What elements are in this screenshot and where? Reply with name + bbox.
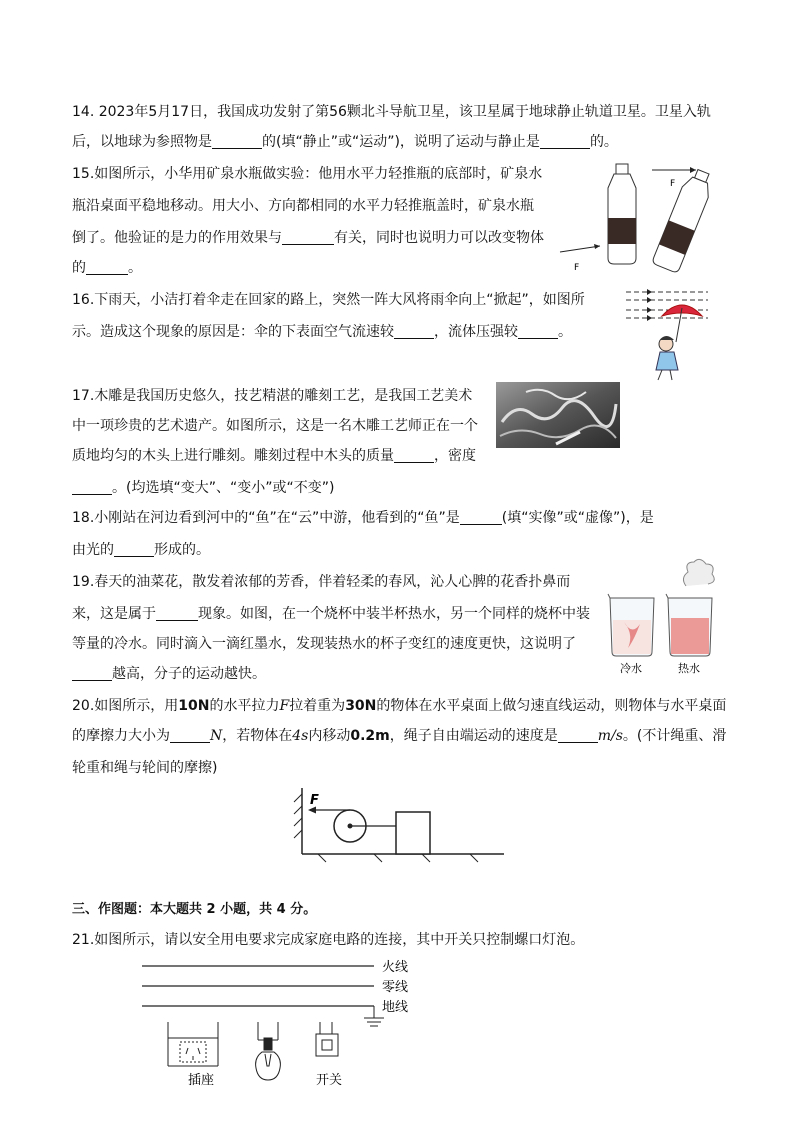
q18-blank-1[interactable] [460,510,502,525]
q19-line1: 19.春天的油菜花，散发着浓郁的芳香，伴着轻柔的春风，沁人心脾的花香扑鼻而 [72,574,571,590]
q20-blank-1[interactable] [170,728,210,743]
q19-line2: 来，这是属于 现象。如图，在一个烧杯中装半杯热水，另一个同样的烧杯中装 [72,606,590,622]
block [396,812,430,854]
q15-line1: 15.如图所示，小华用矿泉水瓶做实验：他用水平力轻推瓶的底部时，矿泉水 [72,166,543,182]
section3-title: 三、作图题：本大题共 2 小题，共 4 分。 [72,902,317,917]
q17-line3: 质地均匀的木头上进行雕刻。雕刻过程中木头的质量 ，密度 [72,448,476,464]
q20-blank-2[interactable] [558,728,598,743]
hot-water-label: 热水 [678,662,700,675]
tilted-bottle [652,167,717,274]
q17-blank-1[interactable] [394,448,434,463]
switch-icon [316,1022,338,1056]
q16-line1: 16.下雨天，小洁打着伞走在回家的路上，突然一阵大风将雨伞向上“掀起”，如图所 [72,292,585,308]
cold-water-label: 冷水 [620,662,642,675]
q17-line1: 17.木雕是我国历史悠久，技艺精湛的雕刻工艺，是我国工艺美术 [72,388,473,404]
q14-line2: 后，以地球为参照物是 的(填“静止”或“运动”)，说明了运动与静止是 的。 [72,134,618,150]
cold-beaker [608,594,654,656]
q16-blank-1[interactable] [394,324,434,339]
push-arrow-bottom [560,244,600,273]
pulley-figure [288,784,510,866]
q14-line1: 14. 2023年5月17日，我国成功发射了第56颗北斗导航卫星，该卫星属于地球静止轨道卫星。卫星入轨 [72,104,711,120]
svg-text:F: F [670,179,676,189]
force-F-label: F [310,793,319,808]
q18-line1: 18.小刚站在河边看到河中的“鱼”在“云”中游，他看到的“鱼”是 (填“实像”或“虚像”)，是 [72,510,654,526]
circuit-figure [138,954,428,1094]
q15-blank-1[interactable] [282,230,334,245]
live-wire-label: 火线 [382,960,409,975]
q18-line2: 由光的 形成的。 [72,542,210,558]
socket-label: 插座 [188,1073,215,1088]
q18-blank-2[interactable] [114,542,154,557]
q19-line3: 等量的冷水。同时滴入一滴红墨水，发现装热水的杯子变红的速度更快，这说明了 [72,636,576,652]
bottle-figure [556,160,726,278]
q17-blank-2[interactable] [72,480,112,495]
q21-line1: 21.如图所示，请以安全用电要求完成家庭电路的连接，其中开关只控制螺口灯泡。 [72,932,585,948]
q15-line4: 的 。 [72,260,142,276]
q20-line3: 轮重和绳与轮间的摩擦) [72,760,218,776]
upright-bottle [608,164,636,264]
bulb-icon [256,1022,281,1080]
q19-blank-1[interactable] [156,606,198,621]
q15-line2: 瓶沿桌面平稳地移动。用大小、方向都相同的水平力轻推瓶盖时，矿泉水瓶 [72,198,534,214]
beakers-figure [604,556,722,678]
neutral-wire-label: 零线 [382,980,409,995]
ground-wire-label: 地线 [382,1000,409,1015]
socket-icon [168,1022,218,1066]
q16-blank-2[interactable] [518,324,558,339]
q15-line3: 倒了。他验证的是力的作用效果与 有关，同时也说明力可以改变物体 [72,230,544,246]
q20-line1: 20.如图所示，用10N的水平拉力F拉着重为30N的物体在水平桌面上做匀速直线运动，则物体与水平桌面 [72,698,727,714]
q16-line2: 示。造成这个现象的原因是：伞的下表面空气流速较 ，流体压强较 。 [72,324,572,340]
q20-line2: 的摩擦力大小为 N，若物体在4s内移动0.2m，绳子自由端运动的速度是 m/s。(不计绳重、滑 [72,728,727,744]
q17-line4: 。(均选填“变大”、“变小”或“不变”) [72,478,334,498]
q19-line4: 越高，分子的运动越快。 [72,664,266,684]
ground-icon [364,1006,384,1026]
q14-blank-1[interactable] [212,134,262,149]
q17-line2: 中一项珍贵的艺术遗产。如图所示，这是一名木雕工艺师正在一个 [72,418,478,434]
umbrella-girl-figure [622,286,714,384]
hot-beaker [666,594,712,656]
switch-label: 开关 [316,1073,343,1088]
q15-blank-2[interactable] [86,260,128,275]
svg-text:F: F [574,263,580,273]
woodcarving-photo [496,382,620,448]
q19-blank-2[interactable] [72,666,112,681]
q14-blank-2[interactable] [540,134,590,149]
